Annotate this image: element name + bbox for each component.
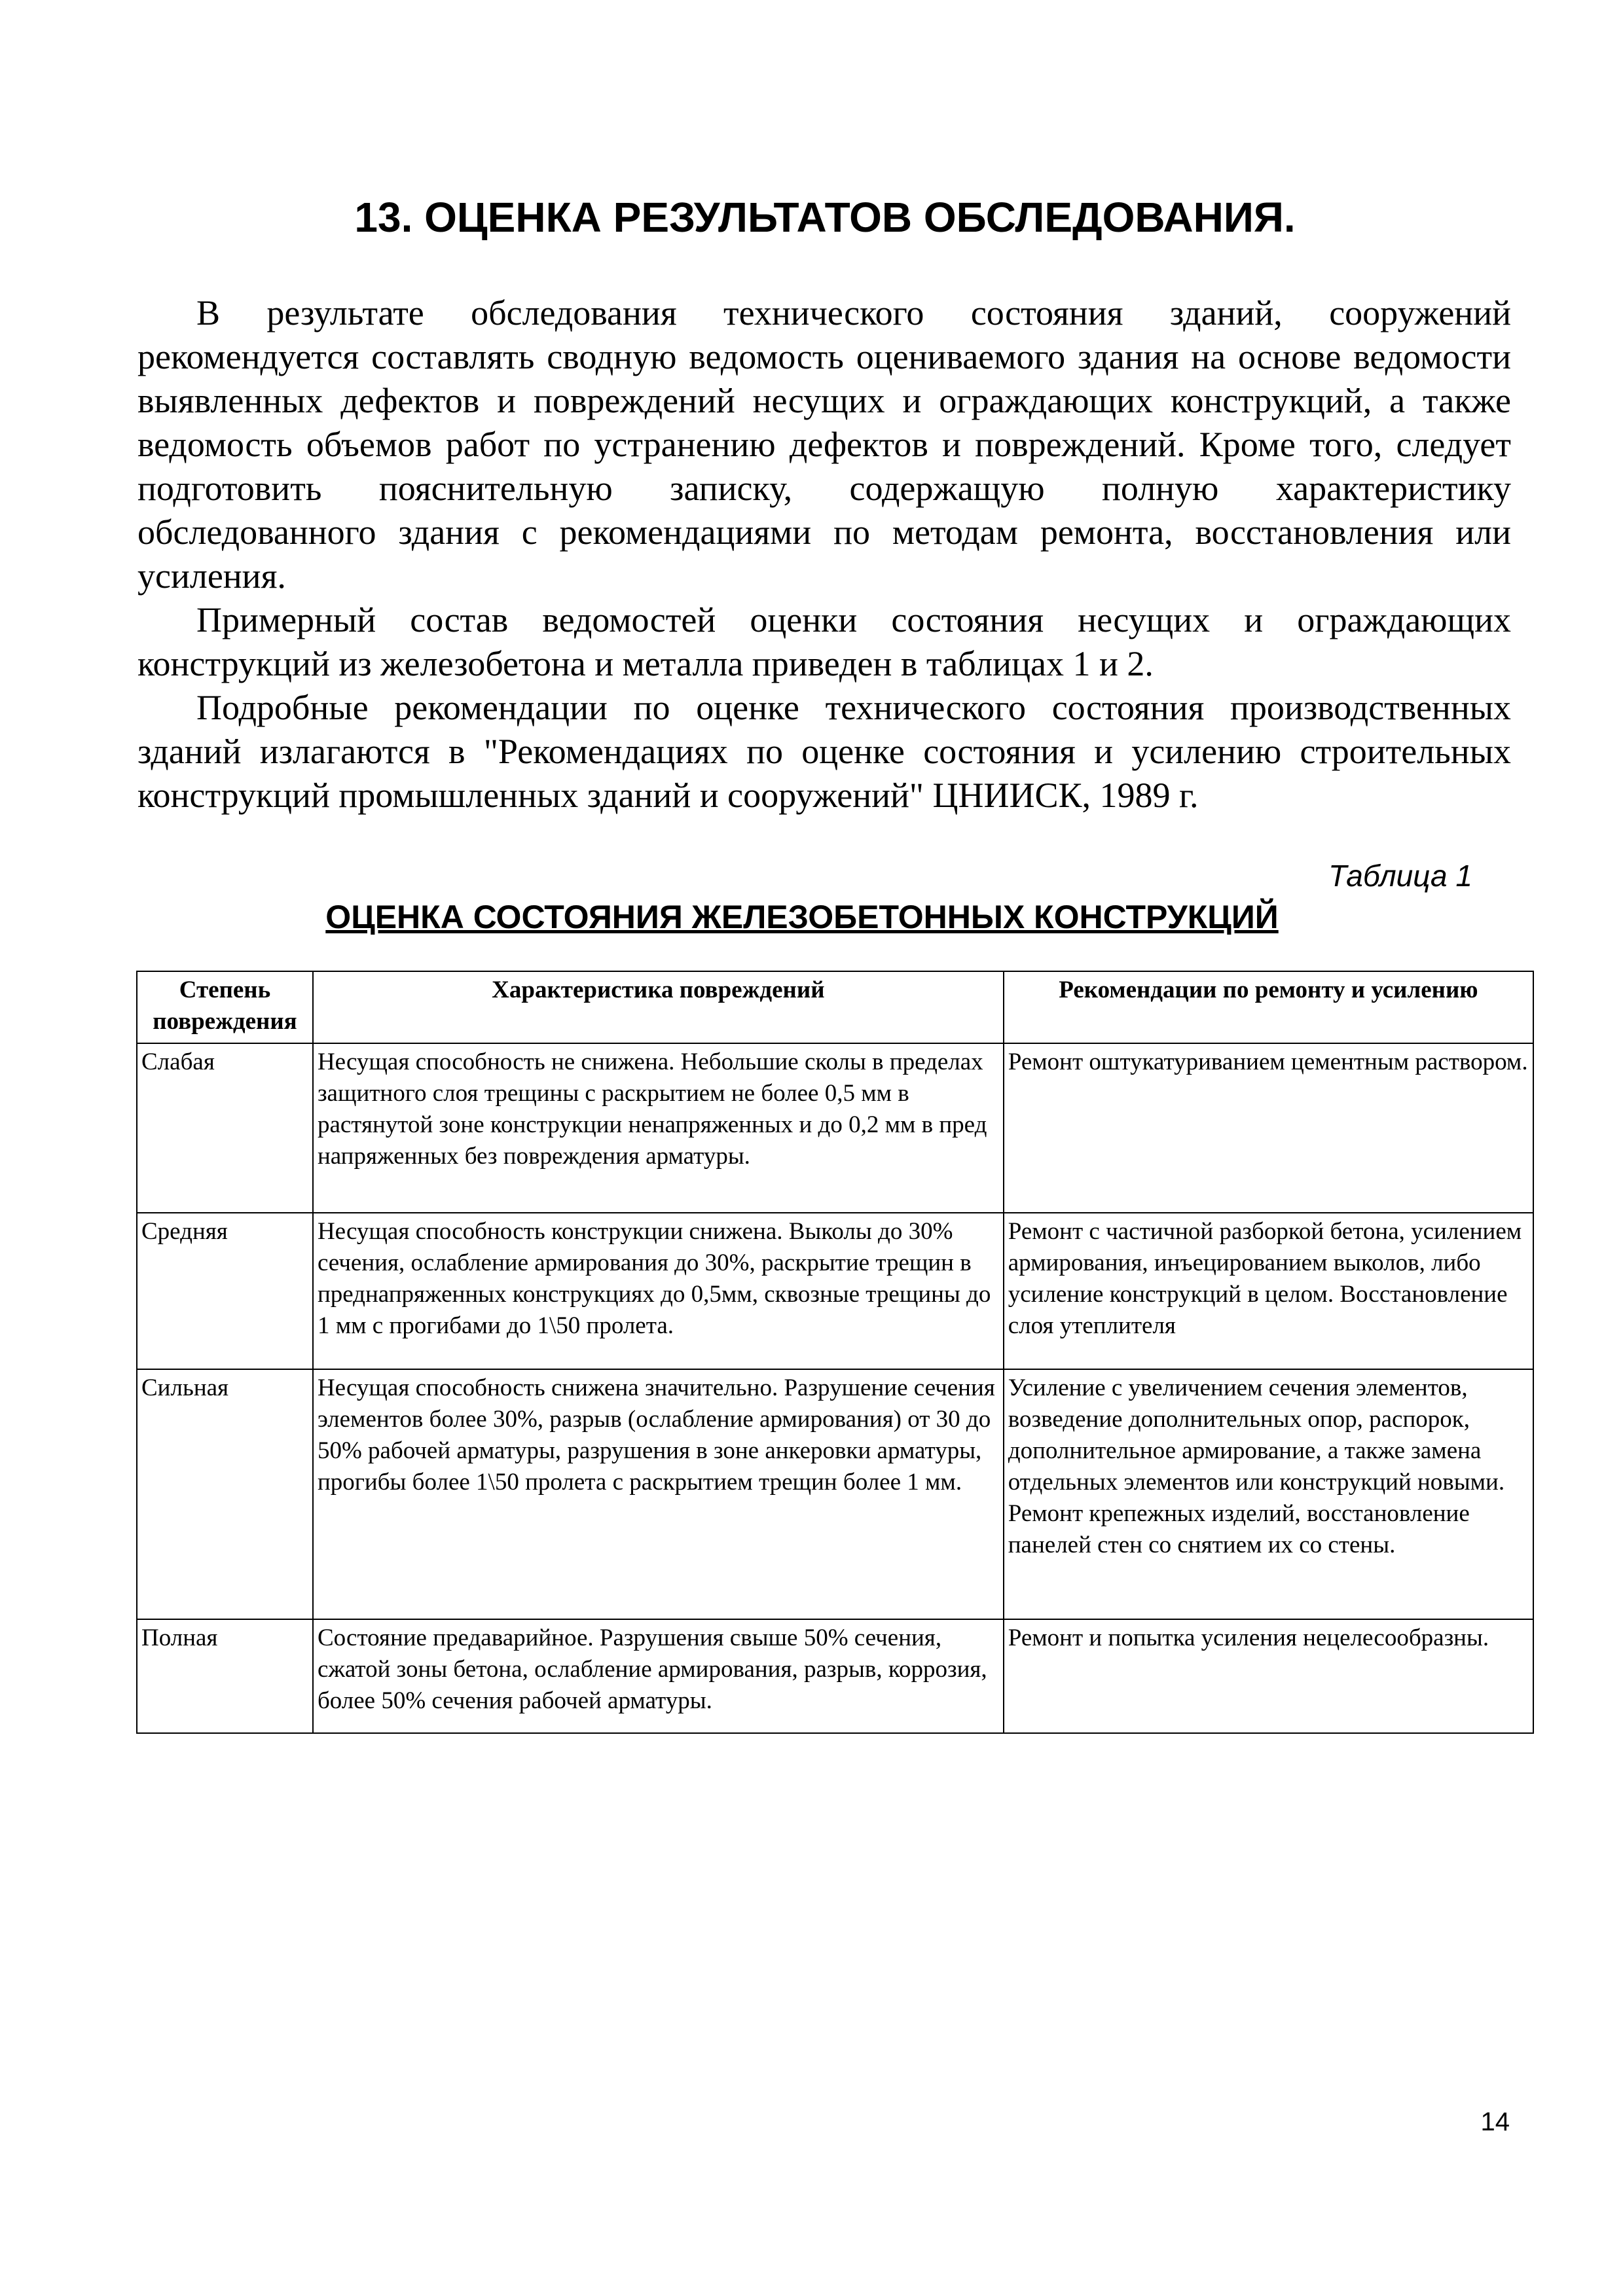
header-characteristic: Характеристика повреждений <box>313 971 1004 1043</box>
table-caption: Таблица 1 <box>1328 859 1472 893</box>
header-recommendation: Рекомендации по ремонту и усилению <box>1004 971 1533 1043</box>
cell-degree: Сильная <box>137 1369 313 1619</box>
cell-characteristic: Несущая способность конструкции снижена. Выколы до 30% сечения, ослабление армирования до 30%, раскрытие трещин в преднапряженных конструкциях до 0,5мм, сквозные трещины до 1 мм с прогибами до 1\50 пролета. <box>313 1213 1004 1369</box>
table-row <box>137 1619 1533 1733</box>
table-row <box>137 1213 1533 1369</box>
cell-recommendation: Ремонт с частичной разборкой бетона, усилением армирования, инъецированием выколов, либо усиление конструкций в целом. Восстановление слоя утеплителя <box>1004 1213 1533 1369</box>
cell-recommendation: Ремонт и попытка усиления нецелесообразны. <box>1004 1619 1533 1733</box>
cell-degree: Полная <box>137 1619 313 1733</box>
paragraph-2: Примерный состав ведомостей оценки состояния несущих и ограждающих конструкций из железобетона и металла приведен в таблицах 1 и 2. <box>137 600 1511 683</box>
table-row <box>137 1369 1533 1619</box>
paragraph-3: Подробные рекомендации по оценке технического состояния производственных зданий излагаются в "Рекомендациях по оценке состояния и усилению строительных конструкций промышленных зданий и сооружений" ЦНИИСК, 1989 г. <box>137 688 1511 815</box>
cell-degree: Средняя <box>137 1213 313 1369</box>
cell-recommendation: Ремонт оштукатуриванием цементным раствором. <box>1004 1043 1533 1213</box>
assessment-table <box>136 971 1534 1734</box>
cell-characteristic: Состояние предаварийное. Разрушения свыше 50% сечения, сжатой зоны бетона, ослабление армирования, разрыв, коррозия, более 50% сечения рабочей арматуры. <box>313 1619 1004 1733</box>
paragraph-1: В результате обследования технического состояния зданий, сооружений рекомендуется составлять сводную ведомость оцениваемого здания на основе ведомости выявленных дефектов и повреждений несущих и ограждающих конструкций, а также ведомость объемов работ по устранению дефектов и повреждений. Кроме того, следует подготовить пояснительную записку, содержащую полную характеристику обследованного здания с рекомендациями по методам ремонта, восстановления или усиления. <box>137 293 1511 596</box>
section-heading: 13. ОЦЕНКА РЕЗУЛЬТАТОВ ОБСЛЕДОВАНИЯ. <box>354 194 1296 241</box>
cell-characteristic: Несущая способность снижена значительно. Разрушение сечения элементов более 30%, разрыв (ослабление армирования) от 30 до 50% рабочей арматуры, разрушения в зоне анкеровки арматуры, прогибы более 1\50 пролета с раскрытием трещин более 1 мм. <box>313 1369 1004 1619</box>
cell-characteristic: Несущая способность не снижена. Небольшие сколы в пределах защитного слоя трещины с раскрытием не более 0,5 мм в растянутой зоне конструкции ненапряженных и до 0,2 мм в пред напряженных без повреждения арматуры. <box>313 1043 1004 1213</box>
table-row <box>137 1043 1533 1213</box>
cell-recommendation: Усиление с увеличением сечения элементов, возведение дополнительных опор, распорок, дополнительное армирование, а также замена отдельных элементов или конструкций новыми. Ремонт крепежных изделий, восстановление панелей стен со снятием их со стены. <box>1004 1369 1533 1619</box>
body-text <box>137 291 1511 817</box>
table-title: ОЦЕНКА СОСТОЯНИЯ ЖЕЛЕЗОБЕТОННЫХ КОНСТРУКЦИЙ <box>325 899 1279 935</box>
table-header-row <box>137 971 1533 1043</box>
cell-degree: Слабая <box>137 1043 313 1213</box>
page-number: 14 <box>1480 2108 1510 2136</box>
header-degree: Степень повреждения <box>137 971 313 1043</box>
